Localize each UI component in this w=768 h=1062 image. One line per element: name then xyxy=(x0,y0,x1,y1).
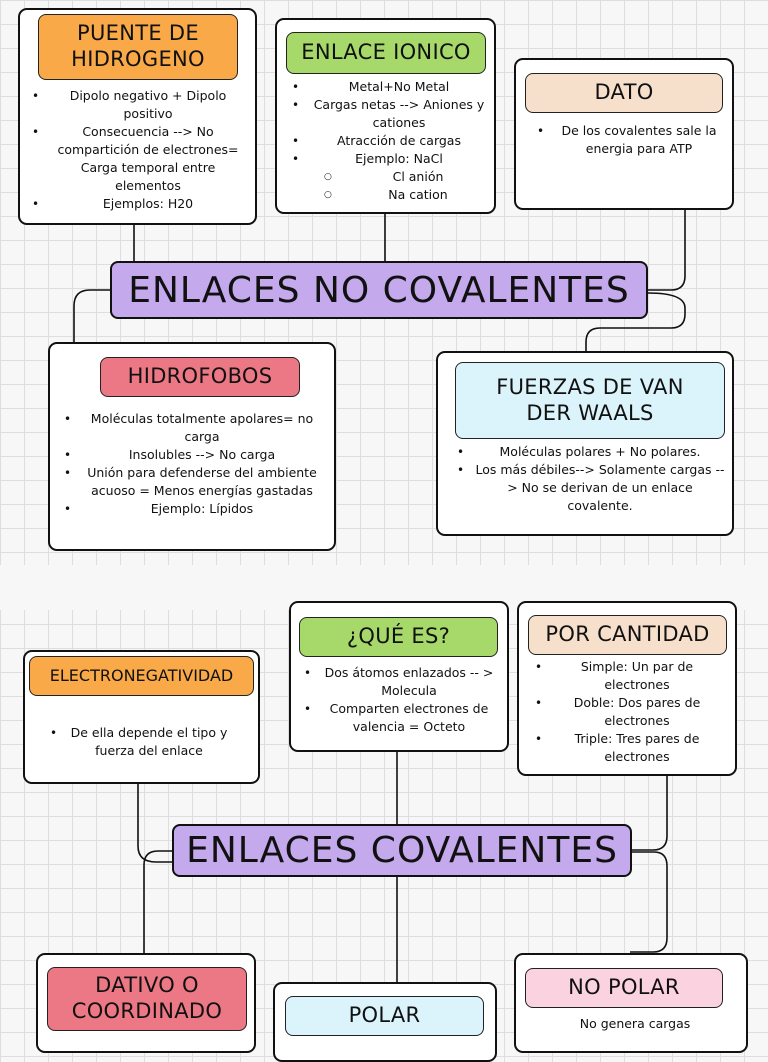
hidrofobos-list xyxy=(62,410,324,518)
list-item: • Ejemplo: Lípidos xyxy=(62,500,324,518)
enlace-ionico-title: ENLACE IONICO xyxy=(286,32,486,74)
puente-hidrogeno-title: PUENTE DE HIDROGENO xyxy=(38,14,238,80)
list-item: • Comparten electrones de valencia = Octeto xyxy=(302,700,498,736)
list-item: • Atracción de cargas xyxy=(290,132,490,150)
electronegatividad-list xyxy=(48,724,232,760)
por-cantidad-list xyxy=(533,658,723,766)
list-item: • Moléculas polares + No polares. xyxy=(455,443,727,461)
list-item: • Unión para defenderse del ambiente acuoso = Menos energías gastadas xyxy=(62,464,324,500)
que-es-list xyxy=(302,664,498,736)
list-item: • Dipolo negativo + Dipolo positivo xyxy=(30,87,248,123)
list-item: • Dos átomos enlazados -- > Molecula xyxy=(302,664,498,700)
puente-hidrogeno-list xyxy=(30,87,248,213)
list-item: • Ejemplo: NaCl xyxy=(290,150,490,168)
list-item: • Doble: Dos pares de electrones xyxy=(533,694,723,730)
hidrofobos-title: HIDROFOBOS xyxy=(100,357,300,397)
enlaces-no-covalentes-title: ENLACES NO COVALENTES xyxy=(110,261,648,319)
list-item: • Consecuencia --> No compartición de electrones= Carga temporal entre elementos xyxy=(30,123,248,195)
dativo-title: DATIVO O COORDINADO xyxy=(47,967,247,1031)
list-item: • Ejemplos: H20 xyxy=(30,195,248,213)
polar-title: POLAR xyxy=(285,996,484,1036)
list-item: • De ella depende el tipo y fuerza del enlace xyxy=(48,724,232,760)
van-der-waals-list xyxy=(455,443,727,515)
enlace-ionico-list xyxy=(290,78,490,204)
list-item: • Simple: Un par de electrones xyxy=(533,658,723,694)
list-item: • Los más débiles--> Solamente cargas --> No se derivan de un enlace covalente. xyxy=(455,461,727,515)
van-der-waals-title: FUERZAS DE VAN DER WAALS xyxy=(455,362,725,439)
enlaces-covalentes-title: ENLACES COVALENTES xyxy=(172,824,632,877)
list-item: • Moléculas totalmente apolares= no carga xyxy=(62,410,324,446)
list-item: • Insolubles --> No carga xyxy=(62,446,324,464)
no-polar-title: NO POLAR xyxy=(525,968,723,1008)
que-es-title: ¿QUÉ ES? xyxy=(299,617,498,657)
por-cantidad-title: POR CANTIDAD xyxy=(528,615,727,655)
list-item: • Triple: Tres pares de electrones xyxy=(533,730,723,766)
dato-title: DATO xyxy=(525,73,723,113)
list-subitem: ○ Cl anión xyxy=(290,168,490,186)
list-item: • Cargas netas --> Aniones y cationes xyxy=(290,96,490,132)
list-item: • Metal+No Metal xyxy=(290,78,490,96)
electronegatividad-title: ELECTRONEGATIVIDAD xyxy=(29,656,254,696)
no-polar-partial-text: No genera cargas xyxy=(579,1016,691,1031)
list-subitem: ○ Na cation xyxy=(290,186,490,204)
dato-list xyxy=(535,122,725,158)
list-item: • De los covalentes sale la energia para ATP xyxy=(535,122,725,158)
